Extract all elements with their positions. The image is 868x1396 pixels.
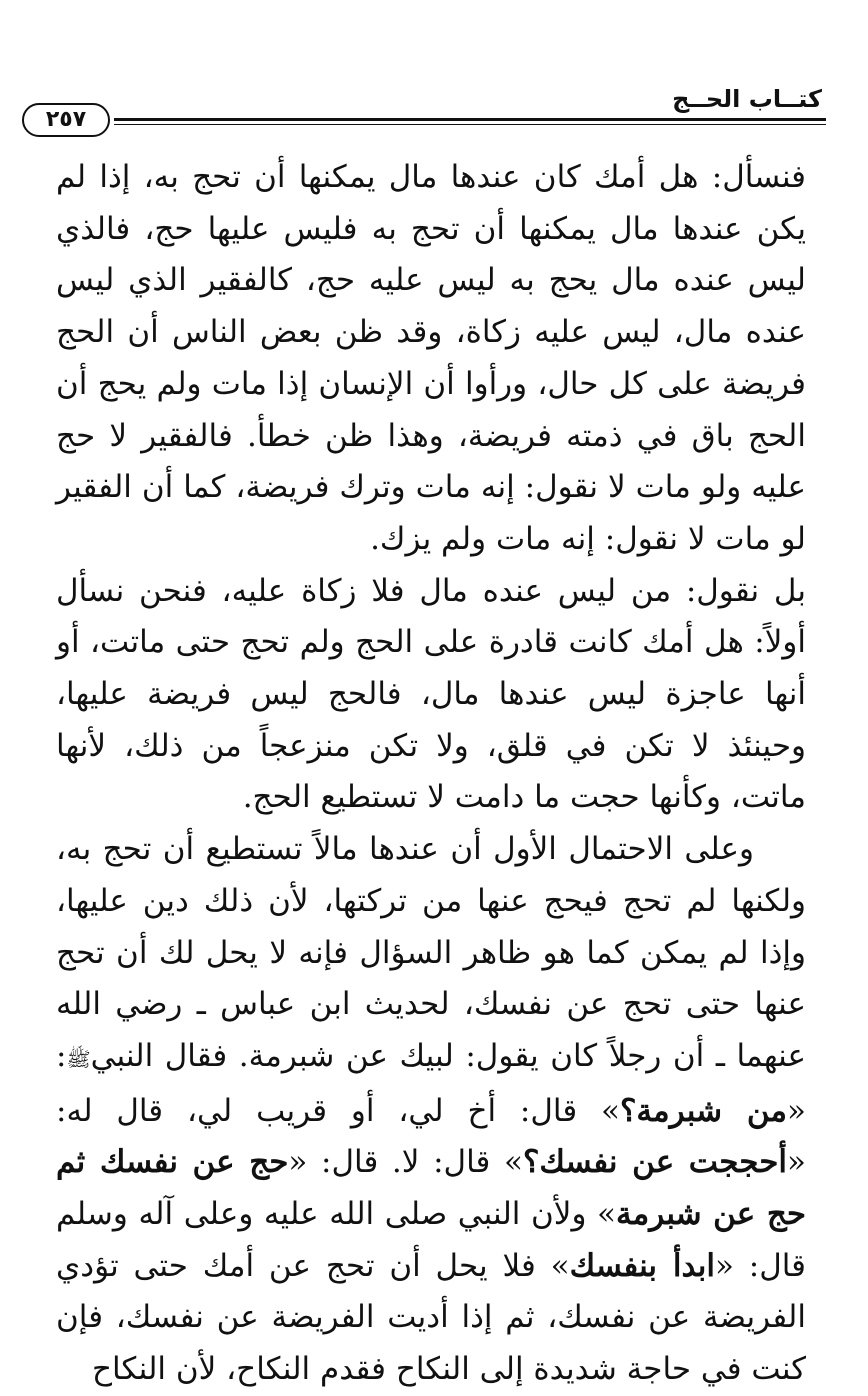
page-number-badge: ٢٥٧	[22, 103, 110, 137]
book-title: كتــاب الحــج	[672, 85, 822, 113]
paragraph-3-text: » قال: أخ لي، أو قريب لي، قال له: «	[56, 1092, 806, 1181]
paragraph-1: فنسأل: هل أمك كان عندها مال يمكنها أن تحج به، إذا لم يكن عندها مال يمكنها أن تحج به فليس عليها حج، فالذي ليس عنده مال يحج به ليس عليه حج، كالفقير الذي ليس عنده مال، ليس عليه زكاة، وقد ظن بعض الناس أن الحج فريضة على كل حال، ورأوا أن الإنسان إذا مات ولم يحج أن الحج باق في ذمته فريضة، وهذا ظن خطأ. فالفقير لا حج عليه ولو مات لا نقول: إنه مات وترك فريضة، كما أن الفقير لو مات لا نقول: إنه مات ولم يزك.	[56, 159, 806, 557]
hadith-quote: ابدأ بنفسك	[569, 1247, 715, 1284]
hadith-quote: حج عن نفسك ثم حج عن شبرمة	[56, 1144, 806, 1233]
header-rule	[114, 118, 826, 121]
honorific-glyph: ﷺ	[66, 1046, 91, 1071]
paragraph-3-text: » فلا يحل أن تحج عن أمك حتى تؤدي الفريضة عن نفسك، ثم إذا أديت الفريضة عن نفسك، فإن كنت في حاجة شديدة إلى النكاح فقدم النكاح، لأن النكاح	[56, 1247, 806, 1388]
paragraph-3-text: وعلى الاحتمال الأول أن عندها مالاً تستطيع أن تحج به، ولكنها لم تحج فيحج عنها من تركتها، لأن ذلك دين عليها، وإذا لم يمكن كما هو ظاهر السؤال فإنه لا يحل لك أن تحج عنها حتى تحج عن نفسك، لحديث ابن عباس ـ رضي الله عنهما ـ أن رجلاً كان يقول: لبيك عن شبرمة. فقال النبي	[56, 831, 806, 1074]
hadith-quote: من شبرمة؟	[619, 1092, 788, 1129]
paragraph-3-text: » ولأن النبي صلى الله عليه وعلى آله وسلم قال: «	[56, 1196, 806, 1284]
page-body	[56, 152, 806, 1396]
paragraph-2: بل نقول: من ليس عنده مال فلا زكاة عليه، فنحن نسأل أولاً: هل أمك كانت قادرة على الحج ولم تحج حتى ماتت، أو أنها عاجزة ليس عندها مال، فالحج ليس فريضة عليها، وحينئذ لا تكن في قلق، ولا تكن منزعجاً من ذلك، لأنها ماتت، وكأنها حجت ما دامت لا تستطيع الحج.	[56, 572, 806, 816]
page-header	[22, 84, 826, 132]
header-rule-thin	[114, 124, 826, 125]
paragraph-3	[56, 824, 806, 1396]
hadith-quote: أحججت عن نفسك؟	[522, 1144, 788, 1181]
paragraph-3-text: » قال: لا. قال: «	[288, 1144, 523, 1181]
paragraph-3-text: : «	[56, 1037, 806, 1129]
